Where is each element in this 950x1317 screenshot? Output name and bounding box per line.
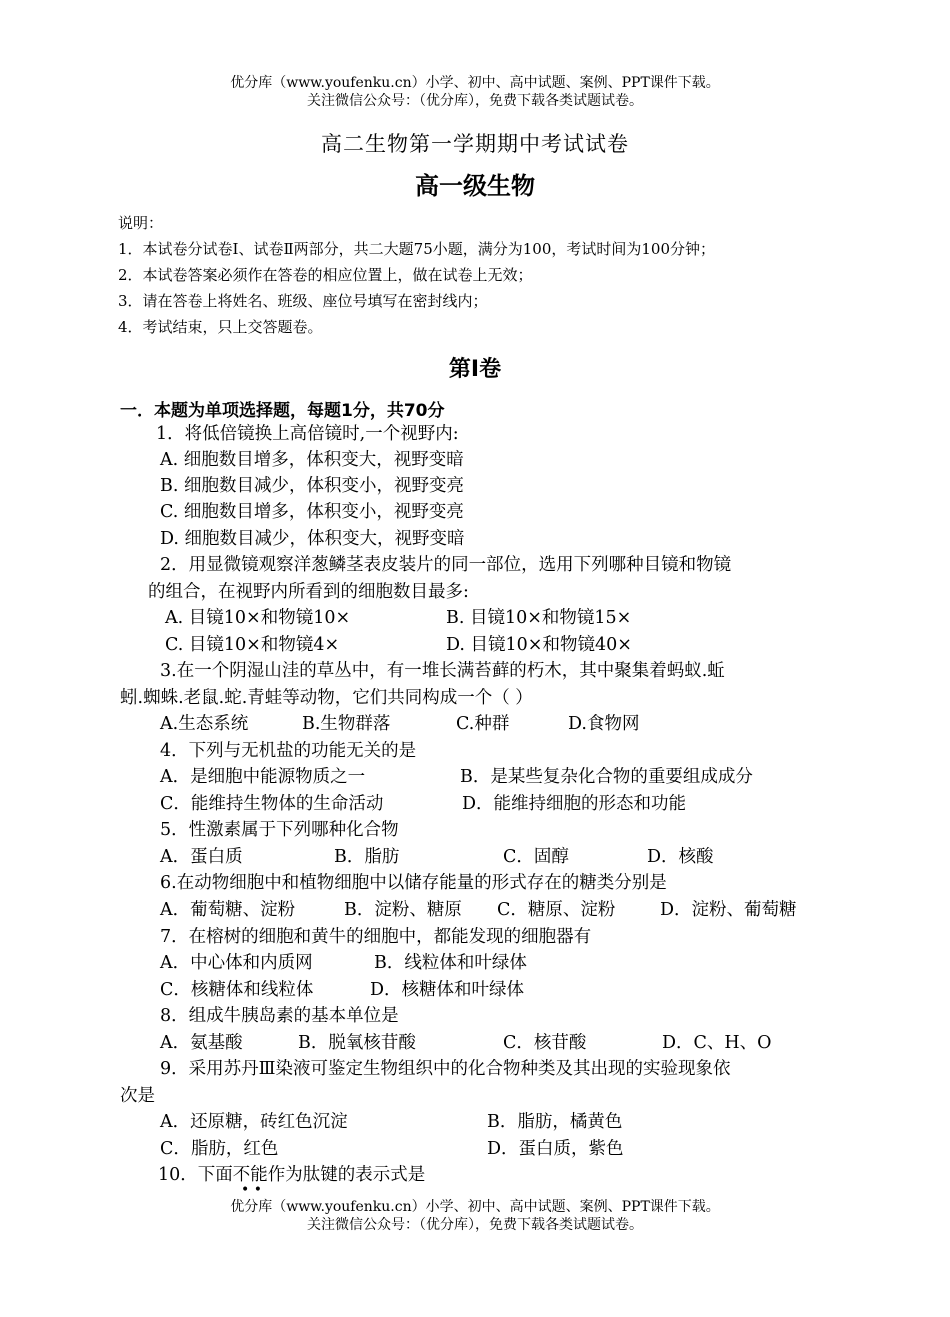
question-3-stem-cont: 蚓.蜘蛛.老鼠.蛇.青蛙等动物，它们共同构成一个（ ）	[120, 688, 533, 708]
note-item: 4．考试结束，只上交答题卷。	[118, 318, 323, 336]
question-8-option-a: A．氨基酸	[160, 1033, 243, 1053]
question-1-stem: 1．将低倍镜换上高倍镜时,一个视野内:	[156, 424, 459, 444]
volume-heading: 第Ⅰ卷	[448, 357, 502, 382]
question-9-option-c: C．脂肪，红色	[160, 1139, 279, 1159]
question-4-option-b: B．是某些复杂化合物的重要组成成分	[460, 767, 753, 787]
emphasis-dots: • •	[241, 1182, 262, 1198]
question-9-option-b: B．脂肪，橘黄色	[487, 1112, 623, 1132]
section-heading: 一．本题为单项选择题，每题1分，共70分	[120, 401, 445, 421]
question-2-option-a: A. 目镜10×和物镜10×	[165, 608, 351, 628]
question-9-stem: 9．采用苏丹Ⅲ染液可鉴定生物组织中的化合物种类及其出现的实验现象依	[160, 1059, 731, 1079]
note-item: 1．本试卷分试卷Ⅰ、试卷Ⅱ两部分，共二大题75小题，满分为100，考试时间为100分钟；	[118, 240, 716, 258]
footer-line-2: 关注微信公众号：（优分库），免费下载各类试题试卷。	[307, 1217, 643, 1233]
question-6-option-c: C．糖原、淀粉	[497, 900, 616, 920]
header-line-2: 关注微信公众号：（优分库），免费下载各类试题试卷。	[307, 93, 643, 109]
question-6-option-d: D．淀粉、葡萄糖	[660, 900, 797, 920]
question-9-option-d: D．蛋白质，紫色	[487, 1139, 624, 1159]
question-10-stem: 10．下面不能作为肽键的表示式是	[158, 1165, 426, 1185]
question-6-stem: 6.在动物细胞中和植物细胞中以储存能量的形式存在的糖类分别是	[160, 873, 667, 893]
question-4-option-d: D．能维持细胞的形态和功能	[462, 794, 687, 814]
question-4-option-a: A．是细胞中能源物质之一	[160, 767, 366, 787]
question-6-option-b: B．淀粉、糖原	[344, 900, 462, 920]
footer-line-1: 优分库（www.youfenku.cn）小学、初中、高中试题、案例、PPT课件下载。	[230, 1199, 720, 1215]
question-2-option-d: D. 目镜10×和物镜40×	[446, 635, 632, 655]
question-8-option-c: C．核苷酸	[503, 1033, 587, 1053]
question-2-option-b: B. 目镜10×和物镜15×	[446, 608, 632, 628]
exam-subtitle: 高一级生物	[415, 172, 535, 200]
question-8-option-d: D．C、H、O	[662, 1033, 772, 1053]
question-5-option-b: B．脂肪	[334, 847, 400, 867]
question-1-option-c: C. 细胞数目增多，体积变小，视野变亮	[160, 502, 464, 522]
question-3-stem: 3.在一个阴湿山洼的草丛中，有一堆长满苔藓的朽木，其中聚集着蚂蚁.蚯	[160, 661, 725, 681]
question-4-stem: 4．下列与无机盐的功能无关的是	[160, 741, 417, 761]
question-2-option-c: C. 目镜10×和物镜4×	[165, 635, 340, 655]
question-9-stem-cont: 次是	[120, 1086, 155, 1106]
question-3-option-b: B.生物群落	[302, 714, 391, 734]
notes-heading: 说明：	[118, 214, 164, 232]
question-7-option-c: C．核糖体和线粒体	[160, 980, 314, 1000]
question-7-stem: 7．在榕树的细胞和黄牛的细胞中，都能发现的细胞器有	[160, 927, 592, 947]
question-5-stem: 5．性激素属于下列哪种化合物	[160, 820, 399, 840]
question-7-option-a: A．中心体和内质网	[160, 953, 313, 973]
question-5-option-c: C．固醇	[503, 847, 569, 867]
question-5-option-d: D．核酸	[647, 847, 714, 867]
question-9-option-a: A．还原糖，砖红色沉淀	[160, 1112, 348, 1132]
question-2-stem: 2．用显微镜观察洋葱鳞茎表皮装片的同一部位，选用下列哪种目镜和物镜	[160, 555, 732, 575]
header-line-1: 优分库（www.youfenku.cn）小学、初中、高中试题、案例、PPT课件下载。	[230, 75, 720, 91]
question-1-option-b: B. 细胞数目减少，体积变小，视野变亮	[160, 476, 464, 496]
question-2-stem-cont: 的组合，在视野内所看到的细胞数目最多:	[148, 582, 469, 602]
question-8-option-b: B．脱氧核苷酸	[298, 1033, 416, 1053]
question-3-option-d: D.食物网	[568, 714, 640, 734]
question-1-option-d: D. 细胞数目减少，体积变大，视野变暗	[160, 529, 465, 549]
question-8-stem: 8．组成牛胰岛素的基本单位是	[160, 1006, 399, 1026]
question-5-option-a: A．蛋白质	[160, 847, 243, 867]
question-3-option-a: A.生态系统	[160, 714, 249, 734]
note-item: 2．本试卷答案必须作在答卷的相应位置上，做在试卷上无效；	[118, 266, 533, 284]
question-6-option-a: A．葡萄糖、淀粉	[160, 900, 296, 920]
exam-title: 高二生物第一学期期中考试试卷	[321, 132, 629, 156]
question-7-option-b: B．线粒体和叶绿体	[374, 953, 527, 973]
question-3-option-c: C.种群	[456, 714, 510, 734]
question-1-option-a: A. 细胞数目增多，体积变大，视野变暗	[160, 450, 464, 470]
question-4-option-c: C．能维持生物体的生命活动	[160, 794, 384, 814]
note-item: 3．请在答卷上将姓名、班级、座位号填写在密封线内；	[118, 292, 488, 310]
question-7-option-d: D．核糖体和叶绿体	[370, 980, 525, 1000]
